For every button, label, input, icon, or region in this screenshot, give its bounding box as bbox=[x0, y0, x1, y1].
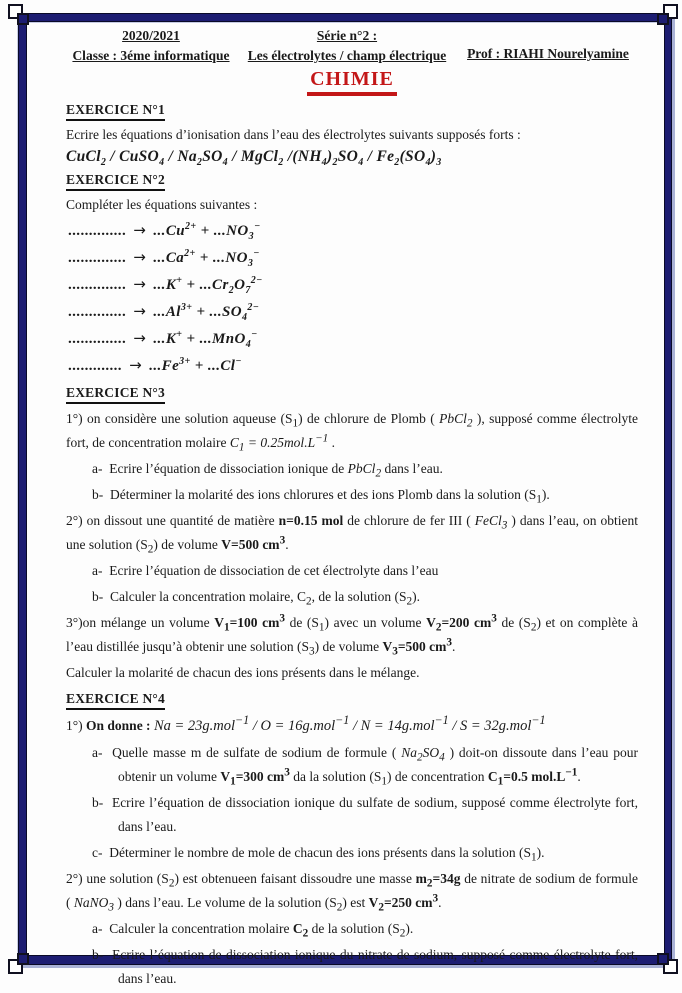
equation-line-2: .............. → $...Ca^{2+} + ...NO_3^-$ bbox=[68, 248, 260, 269]
exercise4-q2-item-b: b- Ecrire l’équation de dissociation ionique du nitrate de sodium, supposé comme électrolyte fort, dans l’eau. bbox=[92, 947, 638, 986]
equation-line-5: .............. → ...K+ + ...MnO$_4$− bbox=[68, 329, 258, 350]
frame-right-bar bbox=[664, 13, 672, 965]
exercise1-formula: CuCl$_2$ / CuSO$_4$ / $Na_2SO_4$ / MgCl$_2$ $/(NH_4)_2SO_4 / Fe_2(SO_4)_3$ bbox=[66, 148, 442, 169]
header-left bbox=[66, 26, 236, 66]
exercise3-q2-item-b: b- Calculer la concentration molaire, $C_2$, de la solution $(S_2)$. bbox=[92, 589, 421, 608]
exercise3-q1-item-b: b- Déterminer la molarité des ions chlorures et des ions Plomb dans la solution $(S_1)$. bbox=[92, 487, 550, 506]
exercise3-q1-item-a: a- Ecrire l’équation de dissociation ionique de PbCl$_2$ dans l’eau. bbox=[92, 461, 443, 480]
school-year: 2020/2021 bbox=[122, 28, 180, 43]
exercise4-given-data: 1°) On donne : Na = 23g.mol$^{-1}$ / O = 16g.mol$^{-1}$ / N = 14g.mol$^{-1}$ / S = 32g.mol$^{-1}$ bbox=[66, 713, 546, 734]
exercise4-q1-item-a: a- Quelle masse m de sulfate de sodium de formule ( $Na_2SO_4$ ) doit-on dissoute dans l’eau pour obtenir un volume $V_1=300$ $cm^3$ da la solution $(S_1)$ de concentration $C_1=0.5$ $mol.L^{-1}$. bbox=[92, 745, 638, 788]
page-title: CHIMIE bbox=[307, 68, 397, 96]
exercise4-q1-item-b: b- Ecrire l’équation de dissociation ionique du sulfate de sodium, supposé comme électrolyte fort, dans l’eau. bbox=[92, 795, 638, 834]
equation-line-1: .............. → $...Cu^{2+} + ...NO_3^-$ bbox=[68, 221, 261, 242]
corner-ornament-top-left bbox=[6, 2, 36, 32]
title-row bbox=[66, 68, 638, 96]
topic-label: Les électrolytes / champ électrique bbox=[247, 48, 447, 63]
equation-line-3: .............. → $...K^+ + ...Cr_2O_7^{2-}$ bbox=[68, 275, 263, 296]
corner-ornament-bottom-right bbox=[650, 946, 680, 976]
frame-left-bar bbox=[18, 13, 27, 965]
equation-line-6: ............. → $...Fe^{3+} + ...Cl^-$ bbox=[68, 356, 242, 374]
exercise4-q1-item-c: c- Déterminer le nombre de mole de chacun des ions présents dans la solution $(S_1)$. bbox=[92, 845, 545, 864]
series-label: Série n°2 : bbox=[316, 28, 378, 43]
exercise2-intro: Compléter les équations suivantes : bbox=[66, 197, 258, 212]
exercise4-q2-item-a: a- Calculer la concentration molaire $C_2$ de la solution $(S_2)$. bbox=[92, 921, 414, 940]
equation-line-4: .............. → $...Al^{3+} + ...SO_4^{2-}$ bbox=[68, 302, 260, 323]
corner-ornament-top-right bbox=[650, 2, 680, 32]
exercise3-question3: 3°)on mélange un volume $V_1=100$ $cm^3$ de $(S_1)$ avec un volume $V_2=200$ $cm^3$ de $(S_2)$ et on complète à l’eau distillée jusqu’à obtenir une solution $(S_3)$ de volume $V_3=500$ $cm^3$. bbox=[66, 612, 638, 658]
exercise3-question2: 2°) on dissout une quantité de matière n=0.15 mol de chlorure de fer III ( FeCl$_3$ ) dans l’eau, on obtient une solution $(S_2)$ de volume V=500 $cm^3$. bbox=[66, 513, 638, 556]
exercise3-question3-end: Calculer la molarité de chacun des ions présents dans le mélange. bbox=[66, 665, 420, 680]
exercise4-question2: 2°) une solution $(S_2)$ est obtenueen faisant dissoudre une masse $m_2=34g$ de nitrate de sodium de formule ( NaNO$_3$ ) dans l’eau. Le volume de la solution $(S_2)$ est $V_2=250$ $cm^3$. bbox=[66, 871, 638, 914]
frame-top-bar bbox=[20, 13, 672, 22]
exercise3-heading: EXERCICE N°3 bbox=[66, 384, 638, 404]
exercise3-question1: 1°) on considère une solution aqueuse $(S_1)$ de chlorure de Plomb ( PbCl$_2$ ), supposé comme électrolyte fort, de concentration molaire $C_1 = 0.25mol.L^{-1}$ . bbox=[66, 411, 638, 454]
exercise1-heading: EXERCICE N°1 bbox=[66, 101, 638, 121]
exercise1-intro: Ecrire les équations d’ionisation dans l’eau des électrolytes suivants supposés forts : bbox=[66, 127, 521, 142]
prof-label: Prof : RIAHI Nourelyamine bbox=[467, 46, 629, 61]
class-label: Classe : 3éme informatique bbox=[72, 48, 230, 63]
document-content bbox=[66, 26, 638, 993]
header-right bbox=[458, 26, 638, 64]
header-center bbox=[236, 26, 458, 66]
exercise3-q2-item-a: a- Ecrire l’équation de dissociation de cet électrolyte dans l’eau bbox=[92, 563, 439, 578]
exercise4-heading: EXERCICE N°4 bbox=[66, 690, 638, 710]
exercise2-heading: EXERCICE N°2 bbox=[66, 171, 638, 191]
header bbox=[66, 26, 638, 66]
corner-ornament-bottom-left bbox=[6, 946, 36, 976]
